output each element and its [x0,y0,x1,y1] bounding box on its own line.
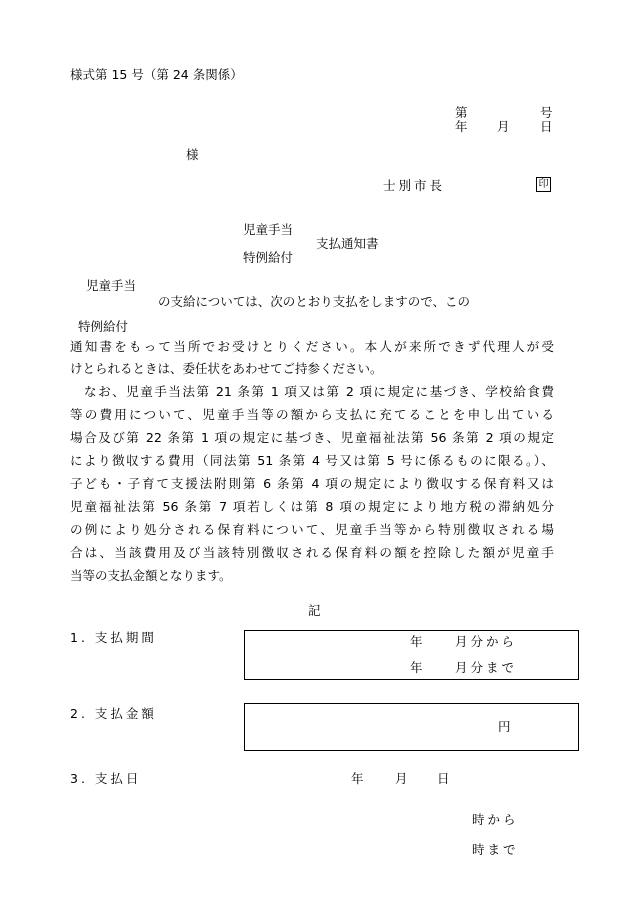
payment-time-to: 時まで [472,842,519,857]
intro-option-child-allowance: 児童手当 [86,278,137,293]
issue-date-year: 年 [455,119,468,134]
payment-amount-box [244,703,579,751]
notes-line: 合は、当該費用及び当該特別徴収される保育料の額を控除した額が児童手 [70,545,554,560]
period-from-month: 月分から [455,634,518,649]
notes-line: 等の費用について、児童手当等の額から支払に充てることを申し出ている [70,407,554,422]
notes-line: 子ども・子育て支援法附則第 6 条第 4 項の規定により徴収する保育料又は [70,476,554,491]
title-option-special-benefit: 特例給付 [243,250,294,265]
notes-line: 当等の支払金額となります。 [70,568,232,583]
issue-date-day: 日 [540,119,553,134]
period-from-year: 年 [410,634,423,649]
intro-text: の支給については、次のとおり支払をしますので、この [158,294,471,309]
notes-line: 児童福祉法第 56 条第 7 項若しくは第 8 項の規定により地方税の滞納処分 [70,499,554,514]
notes-line: により徴収する費用（同法第 51 条第 4 号又は第 5 号に係るものに限る。）、 [70,453,554,468]
notes-line: なお、児童手当法第 21 条第 1 項又は第 2 項に規定に基づき、学校給食費 [70,384,554,399]
official-seal: 印 [536,177,551,192]
payment-date-label: 3. 支払日 [70,771,142,786]
issue-date-month: 月 [497,119,510,134]
ki-marker: 記 [308,603,321,618]
intro-option-special-benefit: 特例給付 [78,319,129,334]
payment-date-month: 月 [395,771,408,786]
intro-line-2: 通知書をもって当所でお受けとりください。本人が来所できず代理人が受 [70,339,554,354]
payment-date-year: 年 [351,771,364,786]
issuer-name: 士別市長 [383,178,446,193]
payment-date-day: 日 [437,771,450,786]
amount-unit-yen: 円 [498,719,511,734]
recipient-honorific: 様 [186,147,199,162]
title-option-child-allowance: 児童手当 [243,222,294,237]
document-number-prefix: 第 [455,105,468,120]
period-to-year: 年 [410,660,423,675]
intro-line-3: けとられるときは、委任状をあわせてご持参ください。 [70,361,383,376]
document-number-suffix: 号 [540,105,553,120]
notes-line: 場合及び第 22 条第 1 項の規定に基づき、児童福祉法第 56 条第 2 項の規定 [70,430,554,445]
payment-time-from: 時から [472,812,519,827]
payment-period-label: 1. 支払期間 [70,630,157,645]
payment-period-box [244,630,579,680]
period-to-month: 月分まで [455,660,518,675]
document-title: 支払通知書 [316,236,379,251]
form-number: 様式第 15 号（第 24 条関係） [70,67,243,82]
notes-line: の例により処分される保育料について、児童手当等から特別徴収される場 [70,522,554,537]
payment-amount-label: 2. 支払金額 [70,706,157,721]
